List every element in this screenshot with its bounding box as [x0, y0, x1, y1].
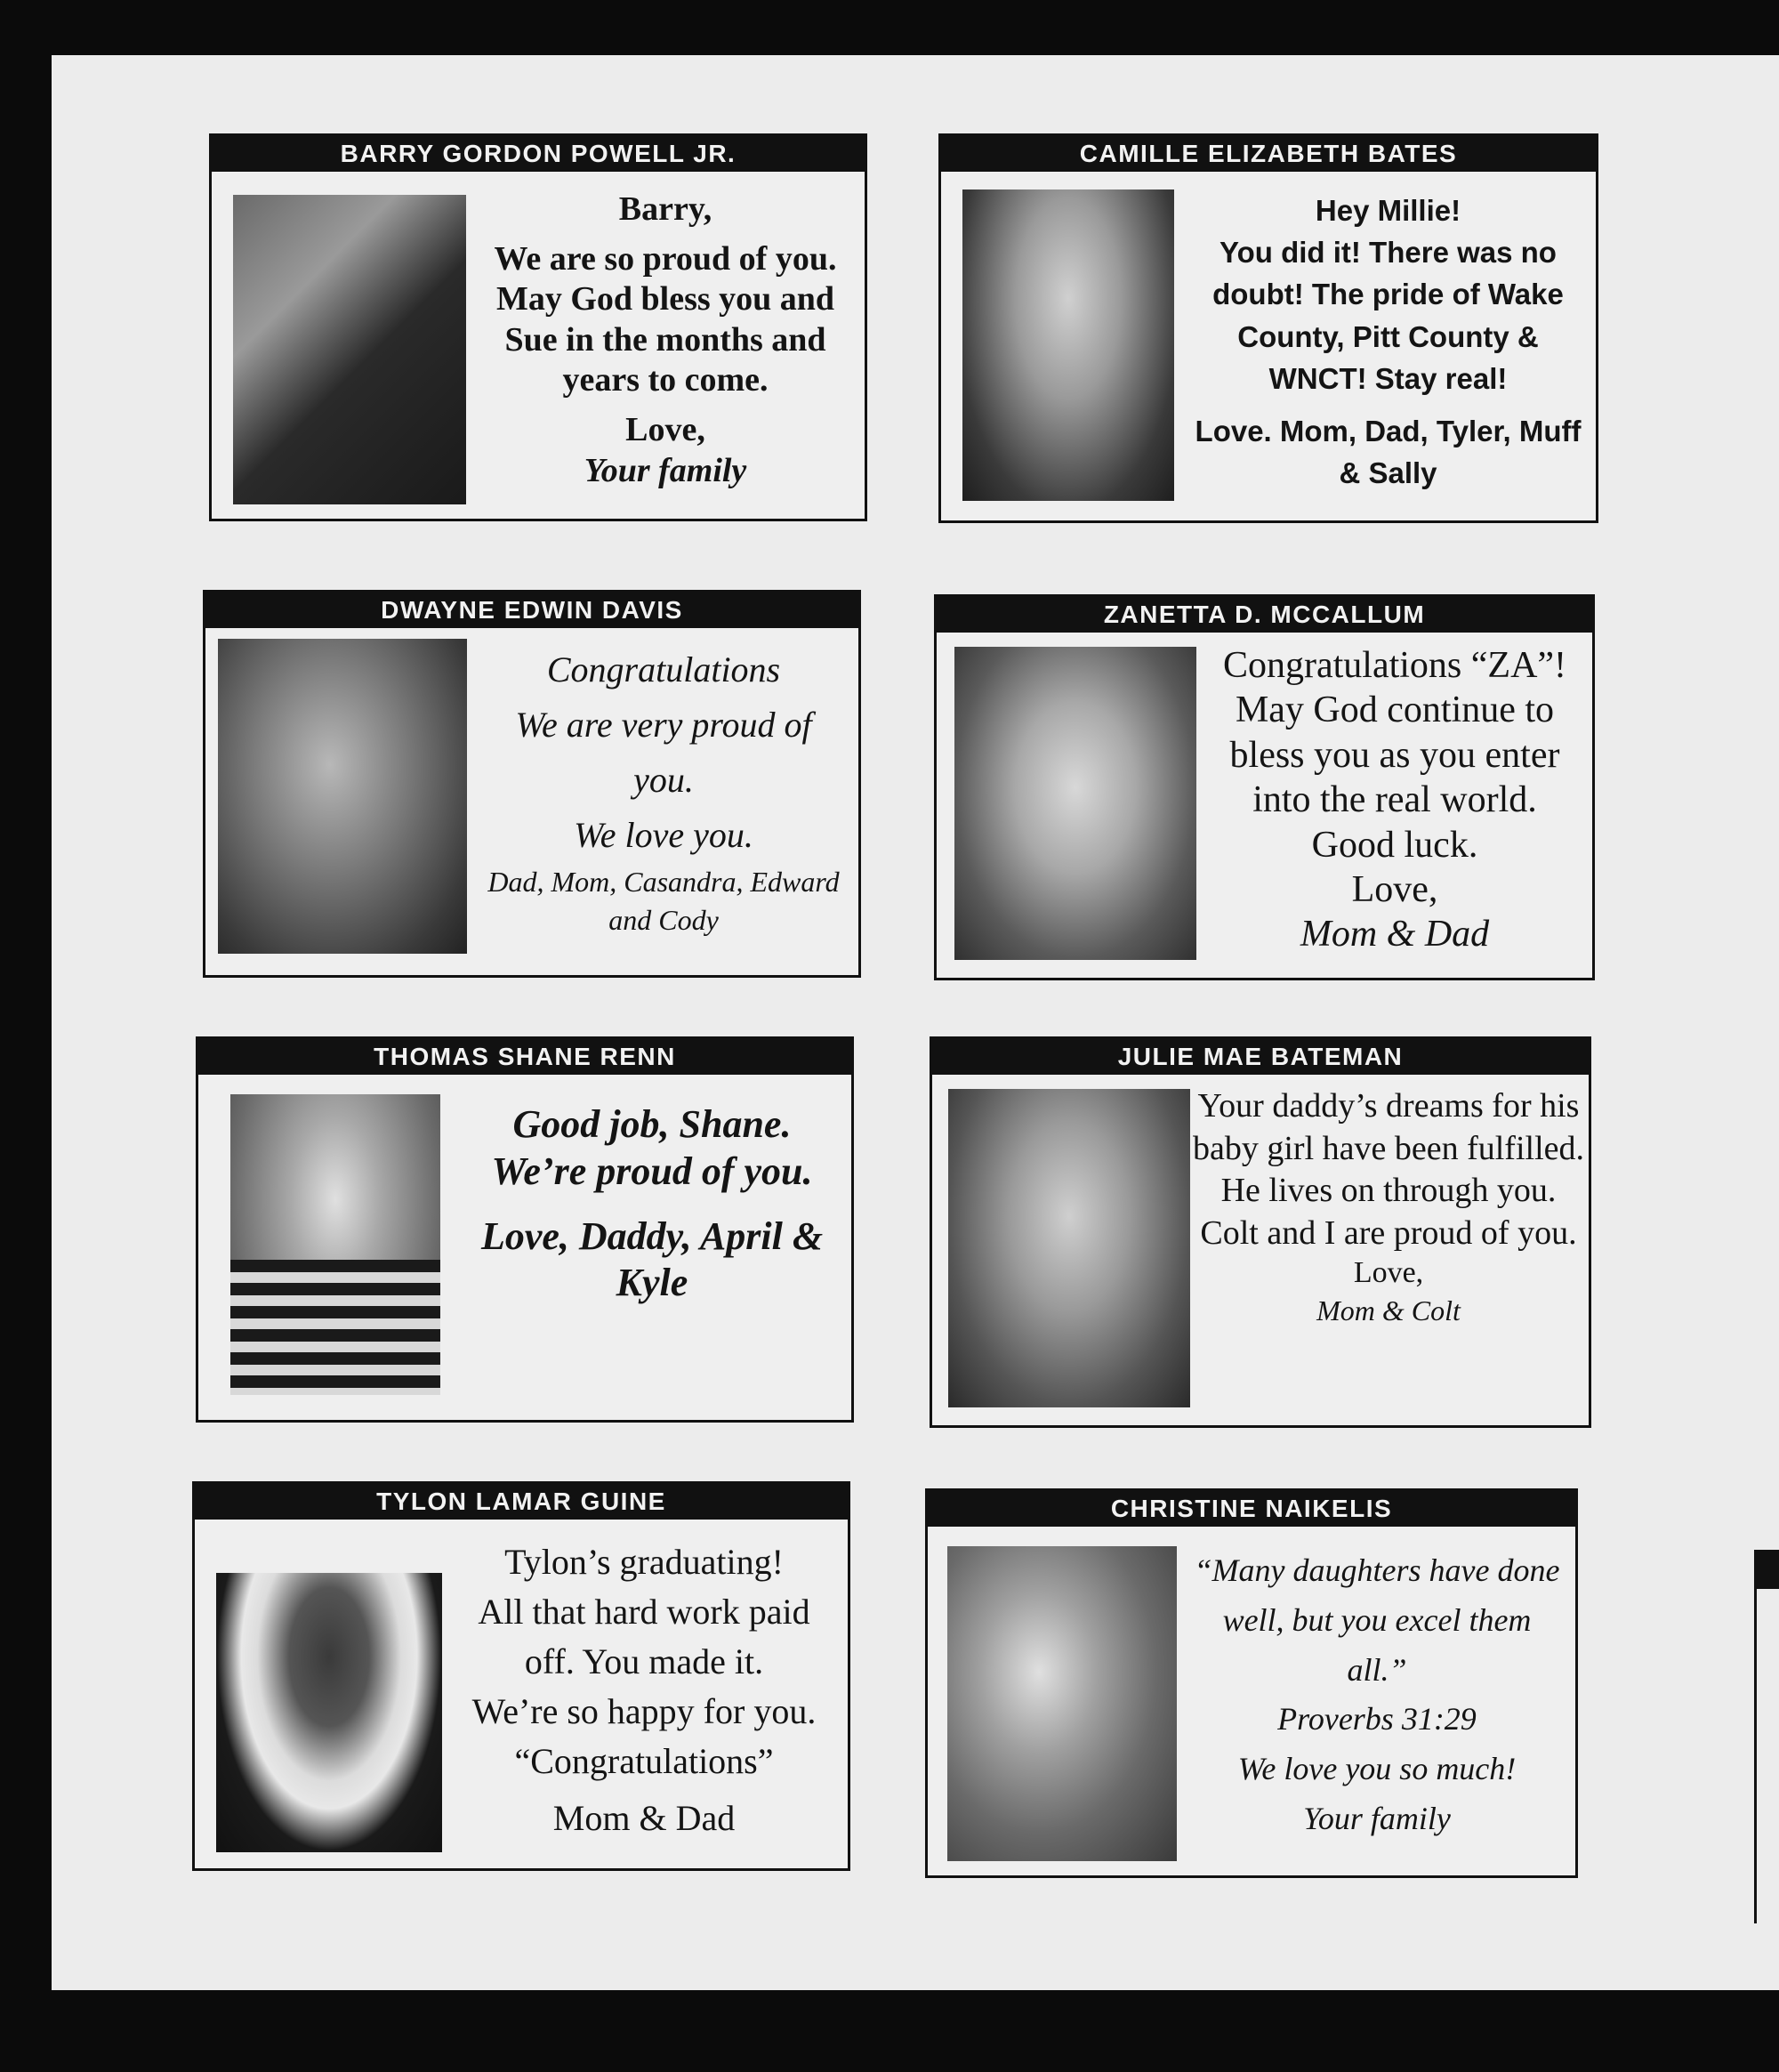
- ad-name-header: CHRISTINE NAIKELIS: [928, 1491, 1575, 1527]
- message-body: We are very proud of you.: [515, 705, 812, 800]
- ad-message: [1190, 1085, 1587, 1328]
- signature: Your family: [1303, 1800, 1451, 1836]
- signature: Your family: [584, 451, 747, 489]
- message-body: Your daddy’s dreams for his baby girl have been fulfilled.: [1192, 1087, 1584, 1167]
- ad-thomas-shane-renn: [196, 1036, 854, 1423]
- bible-quote: “Many daughters have done well, but you excel them all.”: [1194, 1552, 1560, 1688]
- signoff: Love,: [625, 410, 705, 448]
- graduate-photo: [948, 1089, 1190, 1407]
- good-luck: Good luck.: [1311, 824, 1478, 866]
- signoff: Love,: [1353, 1256, 1424, 1289]
- adjacent-page-edge: [1766, 578, 1779, 1610]
- ad-message: [453, 1537, 835, 1843]
- signature: Mom & Colt: [1316, 1294, 1461, 1326]
- graduate-photo: [233, 195, 466, 504]
- ad-name-header: ZANETTA D. MCCALLUM: [937, 597, 1592, 633]
- message-body: We are so proud of you. May God bless you and Sue in the months and years to come.: [494, 239, 837, 399]
- ad-message: [1195, 189, 1582, 494]
- ad-barry-gordon-powell: [209, 133, 867, 521]
- ad-name-header: THOMAS SHANE RENN: [198, 1039, 851, 1075]
- ad-tylon-lamar-guine: [192, 1481, 850, 1871]
- message-body: All that hard work paid off. You made it.: [478, 1592, 810, 1681]
- greeting: Barry,: [618, 190, 712, 228]
- signature: Mom & Dad: [1300, 914, 1490, 955]
- ad-camille-elizabeth-bates: [938, 133, 1598, 523]
- headline: Congratulations “ZA”!: [1222, 645, 1567, 686]
- ad-message: [479, 189, 852, 491]
- graduate-photo: [947, 1546, 1177, 1861]
- message-body: May God continue to bless you as you enter into the real world.: [1229, 689, 1560, 821]
- ad-name-header: CAMILLE ELIZABETH BATES: [941, 136, 1596, 172]
- message-love: We love you.: [574, 815, 753, 855]
- message-line: We’re so happy for you.: [471, 1691, 817, 1731]
- graduate-photo: [230, 1094, 440, 1395]
- ad-dwayne-edwin-davis: [203, 590, 861, 978]
- ad-zanetta-mccallum: [934, 594, 1595, 980]
- signature: Mom & Dad: [552, 1798, 736, 1838]
- graduate-photo: [962, 189, 1174, 501]
- message-line: He lives on through you.: [1220, 1172, 1557, 1209]
- message-body: You did it! There was no doubt! The pride of Wake County, Pitt County & WNCT! Stay real!: [1212, 236, 1564, 395]
- graduate-photo: [216, 1573, 442, 1852]
- message-line: Colt and I are proud of you.: [1200, 1213, 1577, 1252]
- message-body: Good job, Shane. We’re proud of you.: [491, 1102, 813, 1193]
- adjacent-page-box: [1754, 1550, 1779, 1923]
- ad-message: [465, 1101, 839, 1307]
- ad-message: [481, 642, 846, 939]
- ad-message: [1203, 643, 1586, 957]
- ad-name-header: BARRY GORDON POWELL JR.: [212, 136, 865, 172]
- ad-message: [1190, 1546, 1564, 1844]
- graduate-photo: [954, 647, 1196, 960]
- ad-julie-mae-bateman: [930, 1036, 1591, 1428]
- ad-name-header: DWAYNE EDWIN DAVIS: [205, 593, 858, 628]
- signature: Dad, Mom, Casandra, Edward and Cody: [487, 866, 840, 937]
- signature: Love, Daddy, April & Kyle: [480, 1213, 824, 1305]
- headline: Tylon’s graduating!: [504, 1542, 784, 1582]
- bible-reference: Proverbs 31:29: [1277, 1701, 1477, 1737]
- graduate-photo: [218, 639, 467, 954]
- signature: Love. Mom, Dad, Tyler, Muff & Sally: [1195, 414, 1582, 490]
- greeting: Hey Millie!: [1315, 194, 1461, 227]
- signoff: Love,: [1351, 868, 1438, 910]
- message-love: We love you so much!: [1237, 1751, 1517, 1787]
- headline: Congratulations: [546, 649, 781, 689]
- ad-name-header: TYLON LAMAR GUINE: [195, 1484, 848, 1520]
- congratulations: “Congratulations”: [514, 1741, 774, 1781]
- ad-name-header: JULIE MAE BATEMAN: [932, 1039, 1589, 1075]
- ad-christine-naikelis: [925, 1488, 1578, 1878]
